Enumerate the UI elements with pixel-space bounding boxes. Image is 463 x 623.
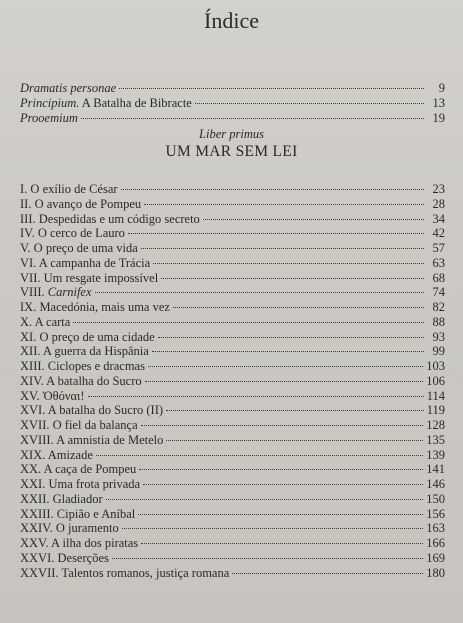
leader-dots: [153, 262, 424, 264]
toc-entry-label: XXIII. Cipião e Aníbal: [20, 506, 136, 521]
toc-entry: [20, 241, 445, 256]
toc-entry-label: XIX. Amizade: [20, 447, 93, 462]
leader-dots: [148, 365, 423, 367]
toc-entry-page: 150: [426, 491, 445, 506]
toc-entry-page: 128: [426, 418, 445, 432]
toc-entry-page: 166: [426, 536, 445, 550]
leader-dots: [73, 321, 424, 323]
toc-entry: [20, 507, 445, 522]
toc-entry-page: 106: [426, 373, 445, 388]
leader-dots: [141, 424, 424, 426]
toc-entry-label: XVII. O fiel da balança: [20, 418, 138, 432]
toc-entry-label: XXVII. Talentos romanos, justiça romana: [20, 565, 230, 580]
toc-entry-label: I. O exílio de César: [20, 182, 118, 196]
toc-entry: [20, 477, 445, 492]
leader-dots: [166, 439, 423, 441]
toc-entry-label: XIII. Ciclopes e dracmas: [20, 359, 145, 373]
toc-entry-label: VII. Um resgate impossível: [20, 270, 159, 285]
leader-dots: [203, 218, 424, 220]
leader-dots: [161, 277, 424, 279]
toc-entry-page: 146: [426, 477, 445, 491]
toc-entry-page: 74: [432, 285, 445, 300]
toc-entry-page: 180: [426, 565, 445, 580]
leader-dots: [143, 483, 423, 485]
leader-dots: [112, 557, 423, 559]
toc-entry-page: 13: [432, 96, 445, 110]
toc-entry-page: 19: [432, 111, 445, 125]
toc-entry: [20, 256, 445, 271]
toc-entry-label: XXV. A ilha dos piratas: [20, 536, 139, 550]
toc-entry-label: II. O avanço de Pompeu: [20, 196, 142, 211]
toc-entry-page: 28: [432, 196, 445, 211]
toc-entry: [20, 197, 445, 212]
leader-dots: [88, 395, 424, 397]
leader-dots: [195, 102, 424, 104]
toc-entry-label: XXIV. O juramento: [20, 521, 119, 536]
toc-entry: [20, 344, 445, 359]
toc-entry-page: 68: [432, 270, 445, 285]
leader-dots: [141, 542, 423, 544]
toc-entry: [20, 433, 445, 448]
leader-dots: [96, 454, 423, 456]
toc-entry-label: IX. Macedónia, mais uma vez: [20, 300, 170, 314]
toc-entry-label: XXII. Gladiador: [20, 491, 103, 506]
leader-dots: [122, 527, 424, 529]
toc-entry: [20, 300, 445, 315]
toc-entry: [20, 403, 445, 418]
toc-entry: [20, 315, 445, 330]
leader-dots: [81, 117, 424, 119]
toc-entry-label: Prooemium: [20, 111, 78, 125]
toc-entry-page: 139: [426, 447, 445, 462]
toc-entry-page: 156: [426, 506, 445, 521]
toc-entry-label: Dramatis personae: [20, 81, 117, 95]
leader-dots: [106, 498, 424, 500]
leader-dots: [152, 350, 424, 352]
toc-entry: [20, 521, 445, 536]
toc-entry-label: XVIII. A amnistia de Metelo: [20, 432, 164, 447]
toc-entry: [20, 448, 445, 463]
toc-entry-page: 82: [432, 300, 445, 314]
toc-entry-page: 141: [426, 462, 445, 477]
leader-dots: [139, 468, 423, 470]
toc-entry-page: 57: [432, 241, 445, 255]
toc-entry-label: XVI. A batalha do Sucro (II): [20, 403, 164, 418]
toc-entry: [20, 374, 445, 389]
toc-entry-page: 103: [426, 359, 445, 373]
leader-dots: [95, 291, 424, 293]
toc-entry-label: VI. A campanha de Trácia: [20, 255, 151, 270]
toc-entry-page: 169: [426, 550, 445, 565]
toc-entry: [20, 536, 445, 551]
toc-entry: [20, 81, 445, 96]
leader-dots: [138, 513, 423, 515]
page-title: Índice: [204, 8, 259, 33]
toc-entry-label: XXVI. Deserções: [20, 550, 109, 565]
toc-entry-page: 34: [432, 211, 445, 226]
toc-entry-label: III. Despedidas e um código secreto: [20, 211, 200, 226]
toc-entry-label: XII. A guerra da Hispânia: [20, 344, 149, 359]
toc-entry: [20, 359, 445, 374]
leader-dots: [121, 188, 424, 190]
toc-entry-page: 42: [432, 226, 445, 241]
leader-dots: [173, 306, 424, 308]
toc-entry-label: XV. Ὀθόναι!: [20, 388, 85, 403]
toc-entry: [20, 566, 445, 581]
toc-entry: [20, 96, 445, 111]
leader-dots: [144, 203, 424, 205]
toc-entry: [20, 551, 445, 566]
toc-entry: [20, 226, 445, 241]
part-subtitle: Liber primus: [199, 127, 264, 141]
toc-entry: [20, 285, 445, 300]
toc-entry-label: XI. O preço de uma cidade: [20, 329, 155, 344]
toc-entry: [20, 418, 445, 433]
toc-entry-label: Principium. A Batalha de Bibracte: [20, 96, 192, 110]
toc-entry-label: XXI. Uma frota privada: [20, 477, 141, 491]
leader-dots: [145, 380, 424, 382]
toc-entry-page: 114: [426, 388, 445, 403]
toc-entry: [20, 462, 445, 477]
toc-entry-label: XX. A caça de Pompeu: [20, 462, 137, 477]
toc-entry: [20, 330, 445, 345]
toc-entry-page: 88: [432, 314, 445, 329]
leader-dots: [119, 87, 424, 89]
toc-entry-page: 93: [432, 329, 445, 344]
toc-entry: [20, 389, 445, 404]
toc-entry-page: 163: [426, 521, 445, 536]
leader-dots: [141, 247, 424, 249]
toc-entry-page: 23: [432, 182, 445, 196]
toc-entry-label: VIII. Carnifex: [20, 285, 92, 300]
leader-dots: [158, 336, 424, 338]
toc-entry: [20, 111, 445, 126]
toc-entry: [20, 182, 445, 197]
toc-entry: [20, 212, 445, 227]
toc-entry-label: V. O preço de uma vida: [20, 241, 138, 255]
toc-entry-label: X. A carta: [20, 314, 71, 329]
toc-entry-page: 63: [432, 255, 445, 270]
toc-entry: [20, 492, 445, 507]
toc-entry-page: 99: [432, 344, 445, 359]
leader-dots: [232, 572, 423, 574]
part-heading: UM MAR SEM LEI: [165, 143, 298, 160]
leader-dots: [128, 232, 424, 234]
leader-dots: [166, 409, 424, 411]
toc-entry-label: XIV. A batalha do Sucro: [20, 373, 142, 388]
toc-entry: [20, 271, 445, 286]
toc-entry-label: IV. O cerco de Lauro: [20, 226, 125, 241]
toc-entry-page: 119: [426, 403, 445, 418]
toc-entry-page: 135: [426, 432, 445, 447]
toc-entry-page: 9: [438, 81, 445, 95]
